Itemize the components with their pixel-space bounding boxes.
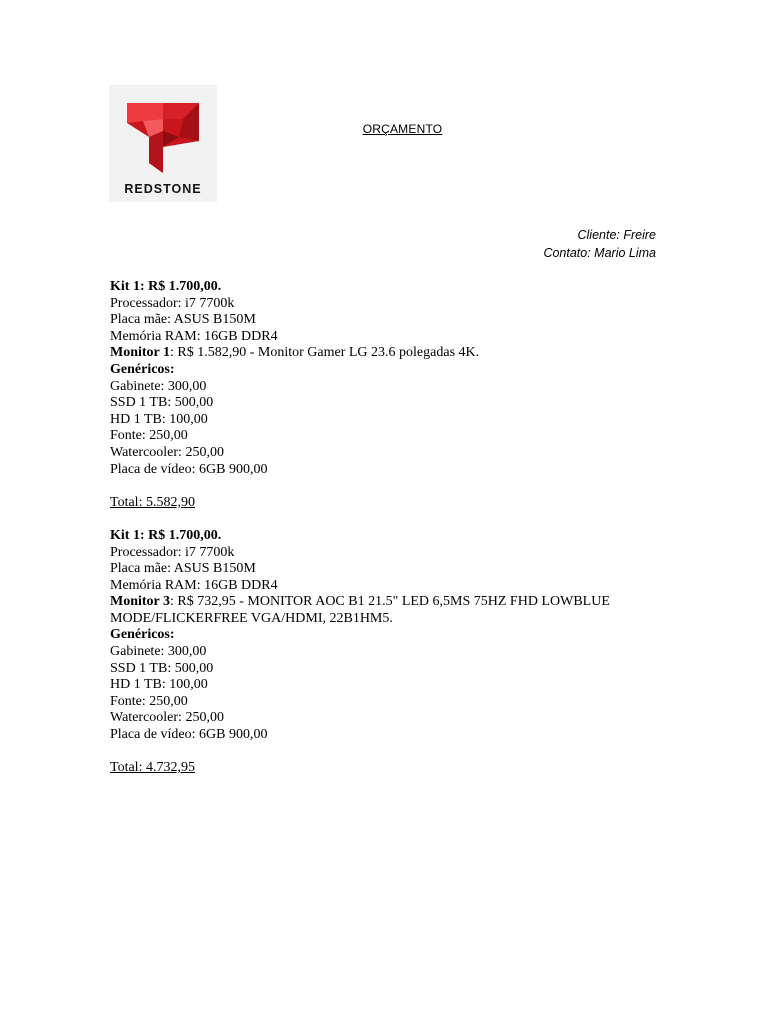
- spec-processor: Processador: i7 7700k: [110, 544, 235, 560]
- generics-heading: Genéricos:: [110, 361, 175, 377]
- client-name: Cliente: Freire: [577, 228, 656, 242]
- generics-heading: Genéricos:: [110, 627, 175, 643]
- generic-watercooler: Watercooler: 250,00: [110, 444, 224, 460]
- client-contact: Contato: Mario Lima: [543, 246, 656, 260]
- spec-motherboard: Placa mãe: ASUS B150M: [110, 312, 256, 328]
- kit-total: [110, 760, 670, 777]
- monitor-label: Monitor 3: [110, 594, 171, 610]
- quote-body: [110, 279, 670, 777]
- monitor-description: : R$ 1.582,90 - Monitor Gamer LG 23.6 polegadas 4K.: [170, 345, 480, 361]
- spec-memory: Memória RAM: 16GB DDR4: [110, 328, 278, 344]
- monitor-line: [110, 345, 670, 362]
- generic-case: Gabinete: 300,00: [110, 378, 207, 394]
- generic-gpu: Placa de vídeo: 6GB 900,00: [110, 727, 268, 743]
- kit-heading: Kit 1: R$ 1.700,00.: [110, 527, 222, 543]
- monitor-line: [110, 594, 670, 627]
- document-title: ORÇAMENTO: [362, 122, 443, 136]
- generic-hd: HD 1 TB: 100,00: [110, 411, 208, 427]
- redstone-logo-graphic: [109, 85, 217, 202]
- monitor-description: : R$ 732,95 - MONITOR AOC B1 21.5" LED 6,5MS 75HZ FHD LOWBLUE MODE/FLICKERFREE VGA/HDMI, 22B1HM5.: [110, 594, 610, 626]
- generic-ssd: SSD 1 TB: 500,00: [110, 660, 214, 676]
- generic-hd: HD 1 TB: 100,00: [110, 677, 208, 693]
- spec-processor: Processador: i7 7700k: [110, 295, 235, 311]
- kit-total-text: Total: 5.582,90: [110, 494, 195, 510]
- kit-total-text: Total: 4.732,95: [110, 760, 195, 776]
- generic-psu: Fonte: 250,00: [110, 428, 188, 444]
- generic-watercooler: Watercooler: 250,00: [110, 710, 224, 726]
- redstone-logo-text: REDSTONE: [124, 182, 202, 196]
- kit-heading: Kit 1: R$ 1.700,00.: [110, 279, 222, 294]
- kit-section-2: [110, 528, 670, 777]
- spec-memory: Memória RAM: 16GB DDR4: [110, 577, 278, 593]
- generic-case: Gabinete: 300,00: [110, 644, 207, 660]
- generic-psu: Fonte: 250,00: [110, 693, 188, 709]
- monitor-label: Monitor 1: [110, 345, 171, 361]
- spec-motherboard: Placa mãe: ASUS B150M: [110, 561, 256, 577]
- client-info: [543, 226, 656, 262]
- generic-ssd: SSD 1 TB: 500,00: [110, 395, 214, 411]
- kit-total: [110, 495, 670, 512]
- redstone-logo: [109, 85, 217, 202]
- kit-section-1: [110, 279, 670, 511]
- generic-gpu: Placa de vídeo: 6GB 900,00: [110, 461, 268, 477]
